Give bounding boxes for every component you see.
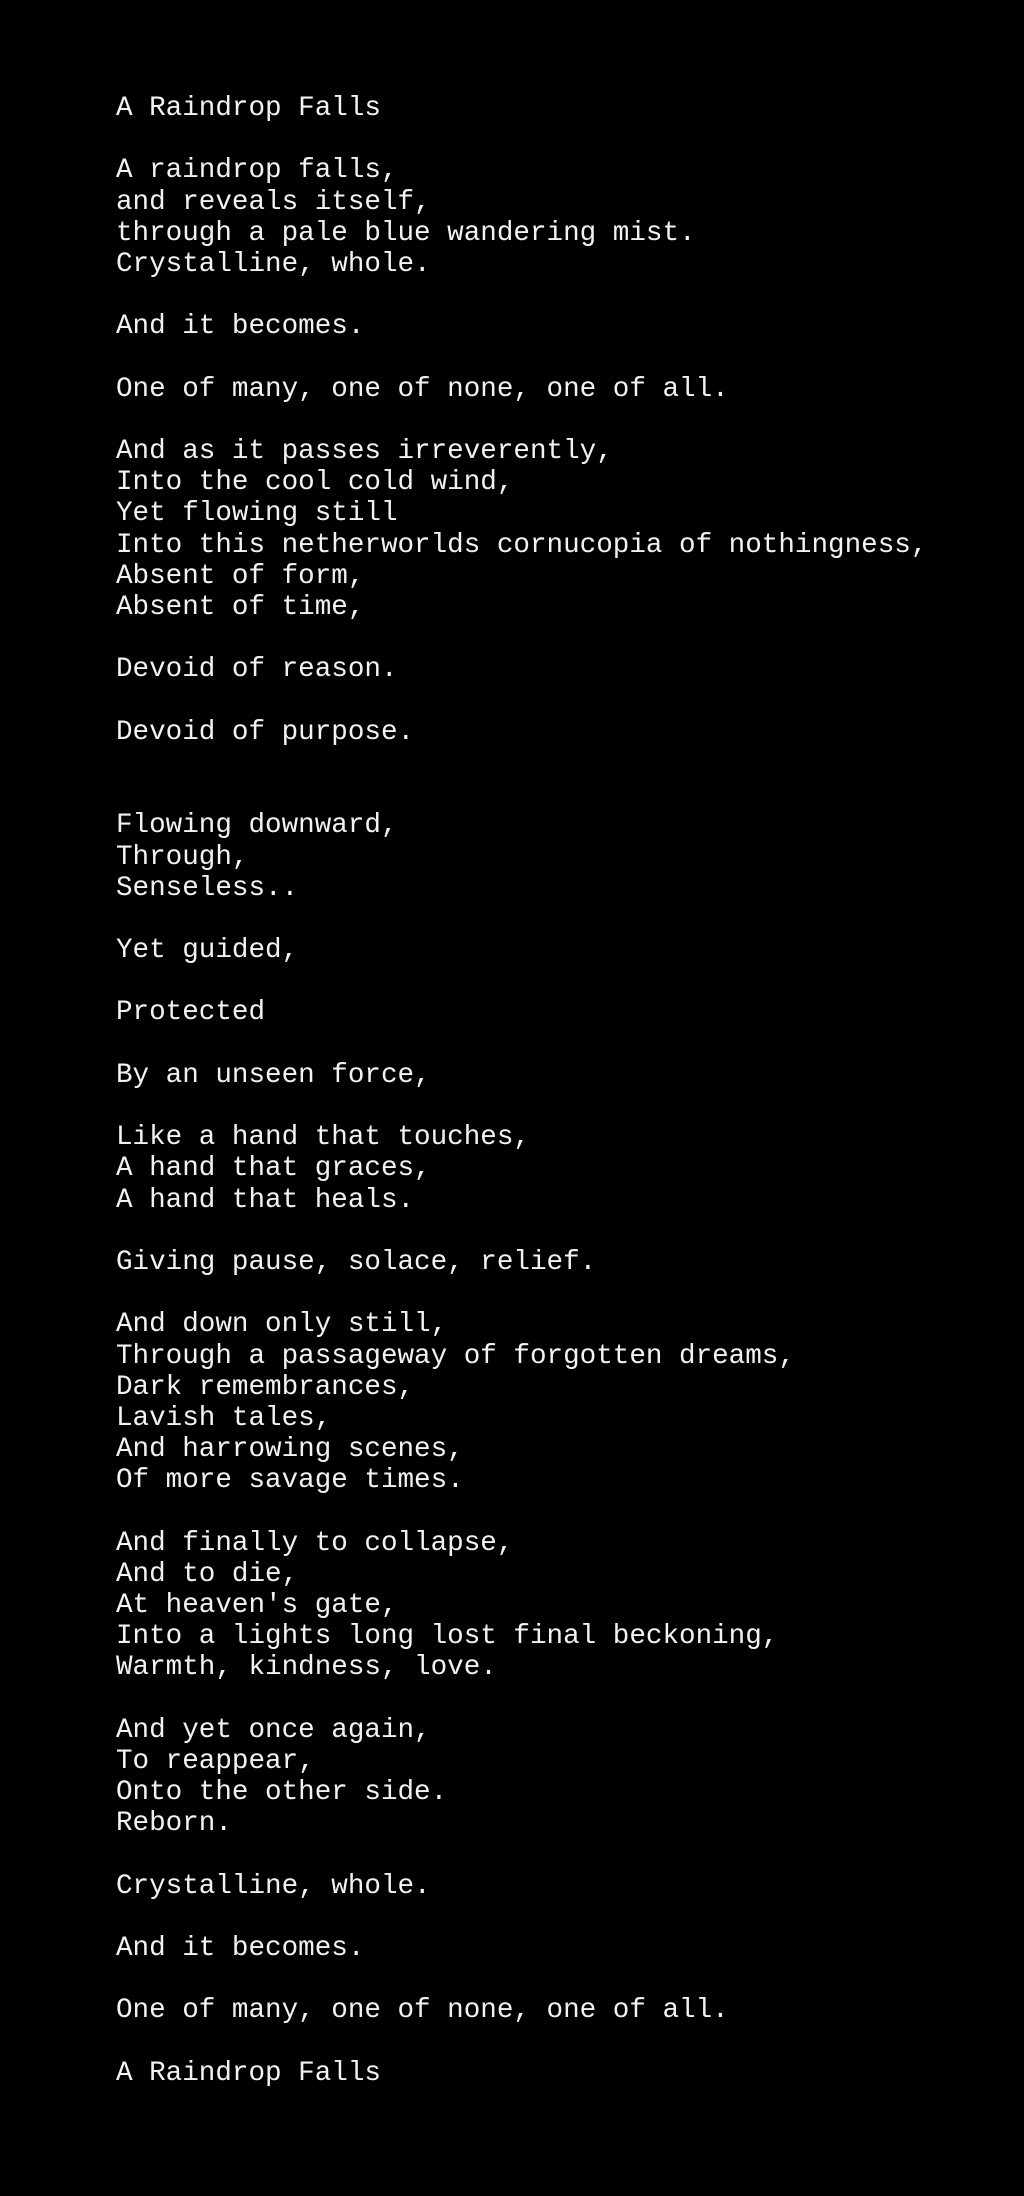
stanza-break [116, 405, 927, 436]
stanza-break [116, 1684, 927, 1715]
poem-line: Absent of form, [116, 560, 365, 592]
stanza-break [116, 686, 927, 717]
poem-line: Flowing downward, [116, 810, 398, 842]
stanza-break [116, 1496, 927, 1527]
poem-line: And as it passes irreverently, [116, 436, 613, 468]
poem-line: Yet flowing still [116, 498, 398, 530]
poem-line: Into a lights long lost final beckoning, [116, 1621, 779, 1653]
poem-line: And it becomes. [116, 1933, 365, 1965]
poem-line: Protected [116, 997, 266, 1029]
poem-line: Of more savage times. [116, 1465, 464, 1497]
stanza-break [116, 623, 927, 654]
stanza-break [116, 779, 927, 810]
poem-closing-title: A Raindrop Falls [116, 2057, 381, 2089]
stanza-break [116, 2027, 927, 2058]
poem-line: Onto the other side. [116, 1777, 448, 1809]
poem-line: Into the cool cold wind, [116, 467, 514, 499]
poem-line: through a pale blue wandering mist. [116, 217, 696, 249]
poem-line: A hand that graces, [116, 1153, 431, 1185]
stanza-break [116, 343, 927, 374]
poem-line: Crystalline, whole. [116, 248, 431, 280]
stanza-break [116, 1278, 927, 1309]
poem-line: And down only still, [116, 1309, 448, 1341]
poem-line: Through, [116, 841, 249, 873]
poem-line: Dark remembrances, [116, 1371, 415, 1403]
stanza-break [116, 1964, 927, 1995]
poem-line: At heaven's gate, [116, 1590, 398, 1621]
poem-line: And finally to collapse, [116, 1527, 514, 1559]
stanza-break [116, 124, 927, 155]
poem-line: Senseless.. [116, 872, 299, 904]
poem-line: Giving pause, solace, relief. [116, 1246, 597, 1278]
poem-line: And harrowing scenes, [116, 1434, 464, 1466]
poem-line: And yet once again, [116, 1714, 431, 1746]
poem-line: and reveals itself, [116, 186, 431, 218]
stanza-break [116, 1029, 927, 1060]
poem-line: And it becomes. [116, 311, 365, 343]
stanza-break [116, 1091, 927, 1122]
poem-line: Lavish tales, [116, 1402, 332, 1434]
poem-line: Reborn. [116, 1808, 232, 1840]
stanza-break [116, 1902, 927, 1933]
poem-line: A hand that heals. [116, 1184, 415, 1216]
stanza-break [116, 904, 927, 935]
poem-line: A raindrop falls, [116, 155, 398, 187]
poem-title: A Raindrop Falls [116, 93, 381, 124]
poem-line: Through a passageway of forgotten dreams, [116, 1340, 795, 1372]
poem-text [116, 93, 927, 2089]
poem-line: By an unseen force, [116, 1059, 431, 1091]
poem-line: To reappear, [116, 1745, 315, 1777]
poem-line: Into this netherworlds cornucopia of nothingness, [116, 529, 928, 561]
poem-line: One of many, one of none, one of all. [116, 373, 729, 405]
stanza-break [116, 748, 927, 779]
poem-line: And to die, [116, 1558, 299, 1590]
poem-line: Like a hand that touches, [116, 1122, 530, 1154]
stanza-break [116, 280, 927, 311]
poem-line: Yet guided, [116, 935, 299, 967]
poem-line: Warmth, kindness, love. [116, 1652, 497, 1684]
poem-line: Absent of time, [116, 592, 365, 623]
poem-line: One of many, one of none, one of all. [116, 1995, 729, 2027]
stanza-break [116, 1840, 927, 1871]
poem-line: Devoid of reason. [116, 654, 398, 686]
poem-line: Devoid of purpose. [116, 716, 415, 748]
stanza-break [116, 966, 927, 997]
poem-line: Crystalline, whole. [116, 1870, 431, 1902]
stanza-break [116, 1216, 927, 1247]
